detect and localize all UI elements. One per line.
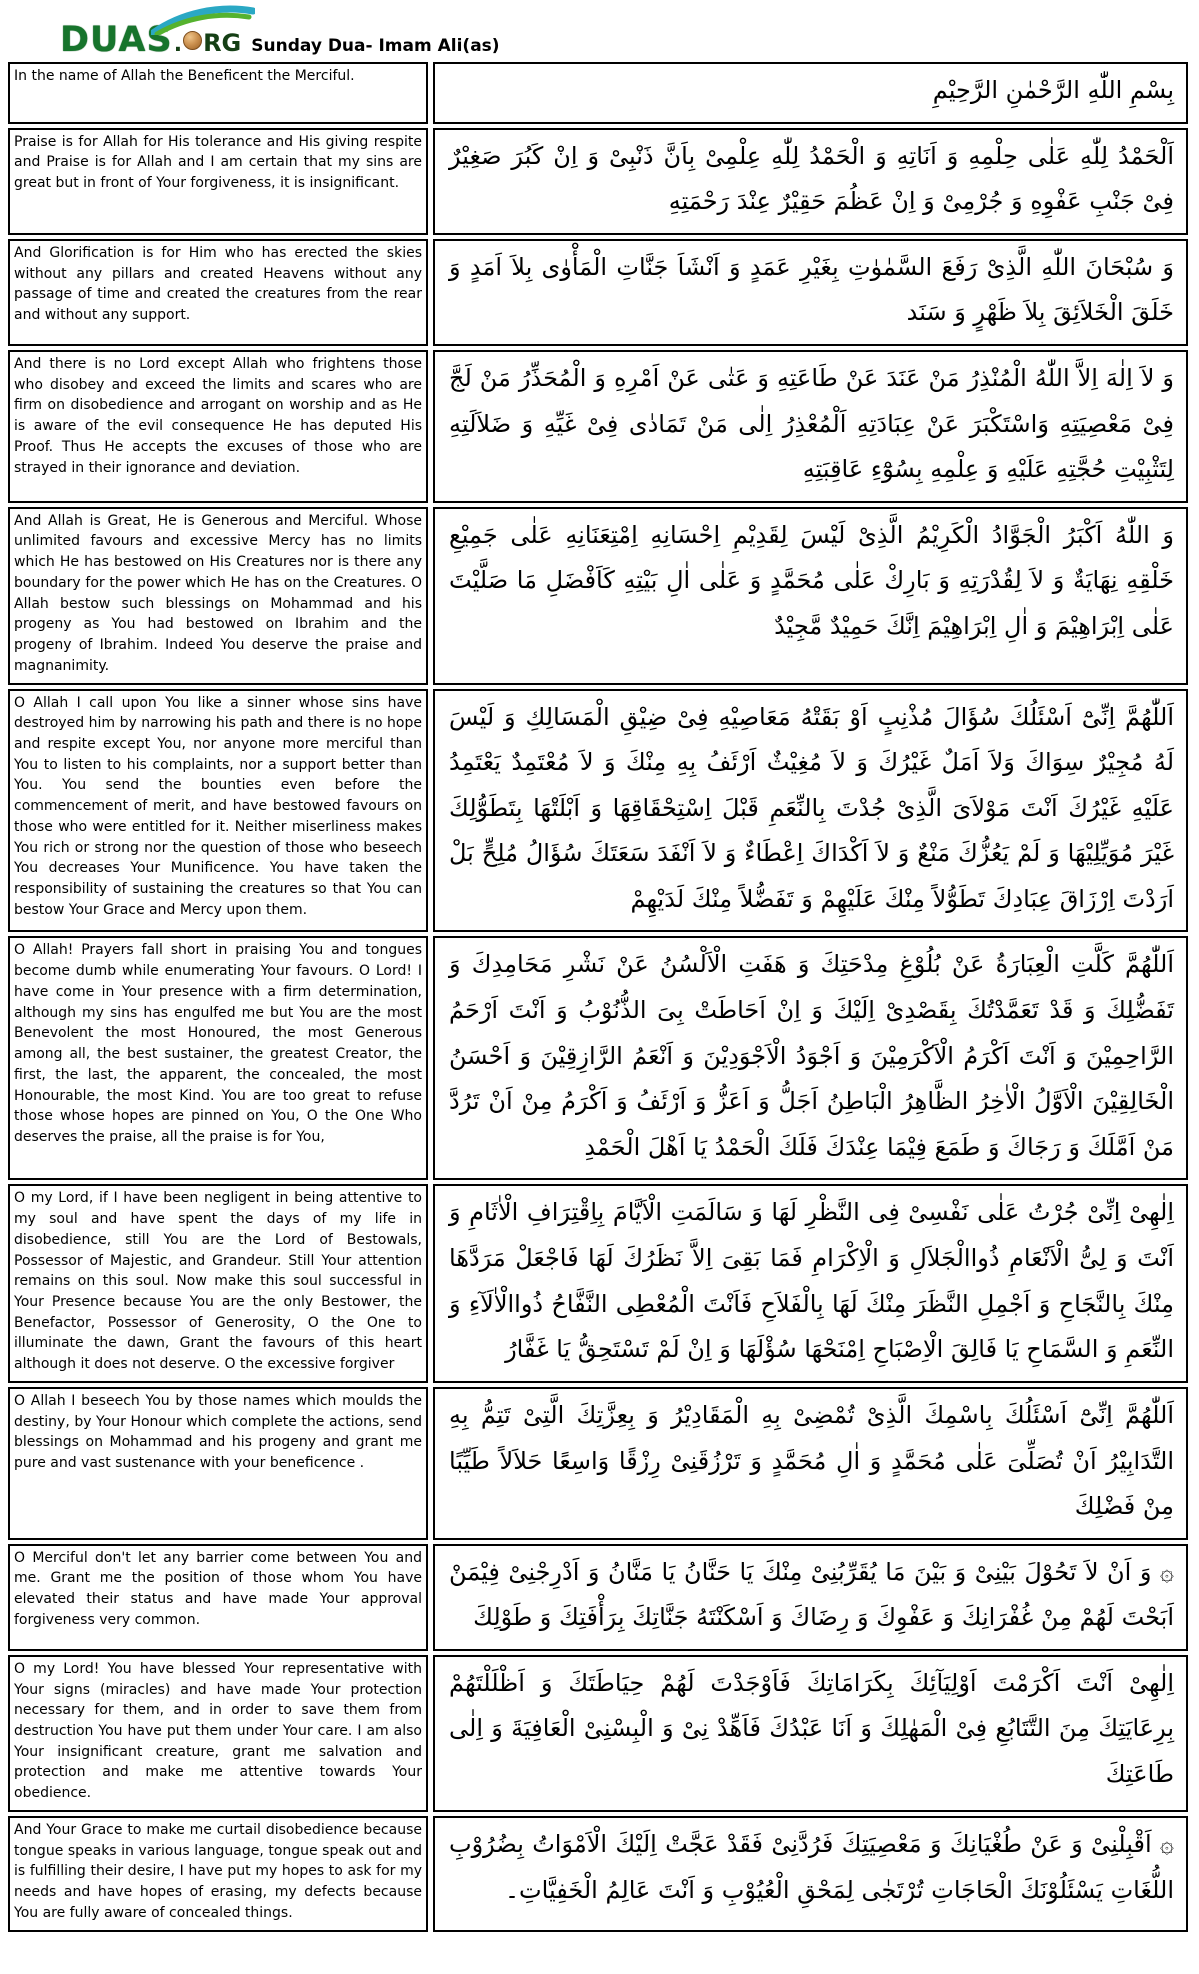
english-text-cell: And Allah is Great, He is Generous and Merciful. Whose unlimited favours and excessive Mercy has no limits which He has bestowed on His Creatures nor is there any boundary for the power which He has on the Creatures. O Allah bestow such blessings on Mohammad and his progeny as You had bestowed on Ibrahim and the progeny of Ibrahim. Indeed You deserve the praise and magnanimity. <box>8 507 428 685</box>
logo-text-rg: RG <box>203 29 242 57</box>
dua-row <box>8 507 1188 685</box>
dua-row <box>8 689 1188 933</box>
dua-row <box>8 1816 1188 1932</box>
english-text-cell: O Allah I call upon You like a sinner whose sins have destroyed him by narrowing his path and there is no hope and respite except You, nor anyone more merciful than You to listen to his complaints, nor a support better than You. You send the bounties even before the commencement of merit, and have bestowed favours on those who were entitled for it. Neither miserliness makes You rich or strong nor the question of those who beseech You decreases Your Munificence. You have taken the responsibility of sustaining the creatures so that You can bestow Your Grace and Mercy upon them. <box>8 689 428 933</box>
page-header <box>0 0 1199 58</box>
arabic-text-cell: ۞ وَ اَنْ لاَ تَحُوْلَ بَيْنِىْ وَ بَيْنَ مَا يُقَرِّبُنِىْ مِنْكَ يَا حَنَّانُ يَا مَنَّانُ وَ اَدْرِجْنِىْ فِيْمَنْ اَبَحْتَ لَهُمْ مِنْ غُفْرَانِكَ وَ عَفْوِكَ وَ رِضَاكَ وَ اَسْكَنْتَهُ جَنَّاتِكَ بِرَأْفَتِكَ وَ طَوْلِكَ <box>433 1544 1188 1651</box>
dua-row <box>8 1387 1188 1540</box>
english-text-cell: In the name of Allah the Beneficent the Merciful. <box>8 62 428 124</box>
dua-row <box>8 1184 1188 1382</box>
arabic-text-cell: اَللّٰهُمَّ كَلَّتِ الْعِبَارَةُ عَنْ بُلُوْغِ مِدْحَتِكَ وَ هَفَتِ الْاَلْسُنُ عَنْ نَشْرِ مَحَامِدِكَ وَ تَفَضُّلِكَ وَ قَدْ تَعَمَّدْتُكَ بِقَصْدِىْ اِلَيْكَ وَ اِنْ اَحَاطَتْ بِىَ الذُّنُوْبُ وَ اَنْتَ اَرْحَمُ الرَّاحِمِيْنَ وَ اَنْتَ اَكْرَمُ الْاَكْرَمِيْنَ وَ اَجْوَدُ الْاَجْوَدِيْنَ وَ اَنْعَمُ الرَّازِقِيْنَ وَ اَحْسَنُ الْخَالِقِيْنَ الْاَوَّلُ الْاٰخِرُ الظَّاهِرُ الْبَاطِنُ اَجَلُّ وَ اَعَزُّ وَ اَرْئَفُ وَ اَكْرَمُ مِنْ اَنْ تَرُدَّ مَنْ اَمَّلَكَ وَ رَجَاكَ وَ طَمَعَ فِيْمَا عِنْدَكَ فَلَكَ الْحَمْدُ يَا اَهْلَ الْحَمْدِ <box>433 936 1188 1180</box>
dua-row <box>8 128 1188 235</box>
english-text-cell: And Glorification is for Him who has erected the skies without any pillars and created Heavens without any passage of time and created the creatures from the rear and without any support. <box>8 239 428 346</box>
english-text-cell: O my Lord, if I have been negligent in being attentive to my soul and have spent the days of my life in disobedience, still You are the Lord of Bestowals, Possessor of Majestic, and Grandeur. Still Your attention remains on this soul. Now make this soul successful in Your Presence because You are the only Bestower, the Benefactor, Possessor of Generosity, O the One to illuminate the dawn, Grant the favours of this heart although it does not deserve. O the excessive forgiver <box>8 1184 428 1382</box>
dua-table <box>3 58 1193 1936</box>
dua-row <box>8 936 1188 1180</box>
dua-row <box>8 1655 1188 1812</box>
logo-text-duas: DUAS <box>60 20 173 60</box>
english-text-cell: And Your Grace to make me curtail disobedience because tongue speaks in various language, tongue speak out and is fulfilling their desire, I have put my hopes to ask for my needs and have hopes of erasing, my defects because You are fully aware of concealed things. <box>8 1816 428 1932</box>
arabic-text-cell: اَللّٰهُمَّ اِنِّىْٓ اَسْئَلُكَ سُؤَالَ مُذْنِبٍ اَوْ بَقَتْهُ مَعَاصِيْهِ فِىْ ضِيْقِ الْمَسَالِكِ وَ لَيْسَ لَهُ مُجِيْرٌ سِوَاكَ وَلاَ اَمَلٌ غَيْرُكَ وَ لاَ مُغِيْثٌ اَرْئَفُ بِهِ مِنْكَ وَ لاَ مُعْتَمِدٌ يَعْتَمِدُ عَلَيْهِ غَيْرُكَ اَنْتَ مَوْلاَىَ الَّذِىْ جُدْتَ بِالنِّعَمِ قَبْلَ اِسْتِحْقَاقِهَا وَ اَبْلَتْهَا بِتَطَوُّلِكَ غَيْرَ مُوَيِّلِيْهَا وَ لَمْ يَعُزُّكَ مَنْعٌ وَ لاَ اَكْدَاكَ اِعْطَاءٌ وَ لاَ اَنْفَدَ سَعَتَكَ سُؤَالُ مُلِحٍّ بَلْ اَرَدْتَ اِرْزَاقَ عِبَادِكَ تَطَوُّلاً مِنْكَ عَلَيْهِمْ وَ تَفَضُّلاً مِنْكَ لَدَيْهِمْ <box>433 689 1188 933</box>
logo-dot: . <box>173 32 183 57</box>
arabic-text-cell: وَ سُبْحَانَ اللّٰهِ الَّذِىْ رَفَعَ السَّمٰوٰتِ بِغَيْرِ عَمَدٍ وَ اَنْشَاَ جَنَّاتِ الْمَأْوٰى بِلاَ اَمَدٍ وَ خَلَقَ الْخَلاَئِقَ بِلاَ ظَهْرٍ وَ سَنَد <box>433 239 1188 346</box>
globe-icon <box>183 31 202 50</box>
arabic-text-cell: اِلٰهِىْ اَنْتَ اَكْرَمْتَ اَوْلِيَآئِكَ بِكَرَامَاتِكَ فَاَوْجَدْتَ لَهُمْ حِيَاطَتَكَ وَ اَظْلَلْتَهُمْ بِرِعَايَتِكَ مِنَ التَّتَابُعِ فِىْ الْمَهٰلِكَ وَ اَنَا عَبْدُكَ فَاَهِّدْ نِىْ وَ الْبِسْنِىْ الْعَافِيَةَ وَ اِلٰى طَاعَتِكَ <box>433 1655 1188 1812</box>
english-text-cell: Praise is for Allah for His tolerance and His giving respite and Praise is for Allah and I am certain that my sins are great but in front of Your forgiveness, it is insignificant. <box>8 128 428 235</box>
english-text-cell: And there is no Lord except Allah who frightens those who disobey and exceed the limits and scares who are firm on disobedience and arrogant on worship and as He is aware of the evil consequence He has deputed His Proof. Thus He accepts the excuses of those who are strayed in their ignorance and deviation. <box>8 350 428 503</box>
dua-row <box>8 62 1188 124</box>
dua-row <box>8 350 1188 503</box>
english-text-cell: O Allah I beseech You by those names which moulds the destiny, by Your Honour which complete the actions, send blessings on Mohammad and his progeny and grant me pure and vast sustenance with your beneficence . <box>8 1387 428 1540</box>
arabic-text-cell: اَللّٰهُمَّ اِنِّىْٓ اَسْئَلُكَ بِاسْمِكَ الَّذِىْ تُمْضِىْ بِهِ الْمَقَادِيْرُ وَ بِعِزَّتِكَ الَّتِىْ تَتِمُّ بِهِ التَّدَابِيْرُ اَنْ تُصَلِّىَ عَلٰى مُحَمَّدٍ وَ اٰلِ مُحَمَّدٍ وَ تَرْزُقَنِىْ رِزْقًا وَاسِعًا حَلاَلاً طَيِّبًا مِنْ فَضْلِكَ <box>433 1387 1188 1540</box>
dua-table-body <box>8 62 1188 1932</box>
arabic-text-cell: اَلْحَمْدُ لِلّٰهِ عَلٰى حِلْمِهِ وَ اَنَاتِهِ وَ الْحَمْدُ لِلّٰهِ عِلْمِىْ بِاَنَّ ذَنْبِىْ وَ اِنْ كَبُرَ صَغِيْرٌ فِىْ جَنْبِ عَفْوِهِ وَ جُرْمِىْ وَ اِنْ عَظُمَ حَقِيْرٌ عِنْدَ رَحْمَتِهِ <box>433 128 1188 235</box>
english-text-cell: O my Lord! You have blessed Your representative with Your signs (miracles) and have made Your protection necessary for them, and in order to save them from destruction You have put them under Your care. I am also Your insignificant creature, grant me salvation and protection and make me attentive towards Your obedience. <box>8 1655 428 1812</box>
arabic-text-cell: بِسْمِ اللّٰهِ الرَّحْمٰنِ الرَّحِيْمِ <box>433 62 1188 124</box>
arabic-text-cell: وَ اللّٰهُ اَكْبَرُ الْجَوَّادُ الْكَرِيْمُ الَّذِىْ لَيْسَ لِقَدِيْمِ اِحْسَانِهِ اِمْتِعَنَانِهِ عَلٰى جَمِيْعِ خَلْقِهِ نِهَايَةٌ وَ لاَ لِقُدْرَتِهِ وَ بَارِكْ عَلٰى مُحَمَّدٍ وَ عَلٰى اٰلِ بَيْتِهِ كَاَفْضَلِ مَا صَلَّيْتَ عَلٰى اِبْرَاهِيْمَ وَ اٰلِ اِبْرَاهِيْمَ اِنَّكَ حَمِيْدٌ مَّجِيْدٌ <box>433 507 1188 685</box>
arabic-text-cell: وَ لاَ اِلٰهَ اِلاَّ اللّٰهُ الْمُنْذِرُ مَنْ عَنَدَ عَنْ طَاعَتِهِ وَ عَتٰى عَنْ اَمْرِهِ وَ الْمُحَذِّرُ مَنْ لَجَّ فِىْ مَعْصِيَتِهِ وَاسْتَكْبَرَ عَنْ عِبَادَتِهِ اَلْمُعْذِرُ اِلٰى مَنْ تَمَادٰى فِىْ غَيِّهِ وَ ضَلاَلَتِهِ لِتَثْبِيْتِ حُجَّتِهِ عَلَيْهِ وَ عِلْمِهِ بِسُوْٓءِ عَاقِبَتِهِ <box>433 350 1188 503</box>
dua-row <box>8 239 1188 346</box>
dua-row <box>8 1544 1188 1651</box>
arabic-text-cell: اِلٰهِىْ اِنِّىْ جُرْتُ عَلٰى نَفْسِىْ فِى النَّظْرِ لَهَا وَ سَالَمَتِ الْاَيَّامَ بِاِقْتِرَافِ الْاٰثَامِ وَ اَنْتَ وَ لِىُّ الْاَنْعَامِ ذُواالْجَلاَلِ وَ الْاِكْرَامِ فَمَا بَقِىَ اِلاَّ نَظَرُكَ لَهَا فَاجْعَلْ مَرَدَّهَا مِنْكَ بِالنَّجَاحِ وَ اَجْمِلِ النَّظَرَ مِنْكَ لَهَا بِالْفَلاَحِ فَاَنْتَ الْمُعْطِى النَّفَّاحُ ذُواالْاٰلَآءِ وَ النِّعَمِ وَ السَّمَاحِ يَا فَالِقَ الْاِصْبَاحِ اِمْنَحْهَا سُؤْلَهَا وَ اِنْ لَمْ تَسْتَحِقُّ يَا غَفَّارُ <box>433 1184 1188 1382</box>
english-text-cell: O Allah! Prayers fall short in praising You and tongues become dumb while enumerating Your favours. O Lord! I have come in Your presence with a firm determination, although my sins has engulfed me but You are the most Benevolent the most Honoured, the most Generous among all, the best sustainer, the greatest Creator, the first, the last, the apparent, the concealed, the most Honourable, the most Kind. You are too great to refuse those whose hopes are pinned on You, O the One Who deserves the praise, all the praise is for You, <box>8 936 428 1180</box>
duas-logo <box>60 11 241 58</box>
page-title: Sunday Dua- Imam Ali(as) <box>251 36 500 56</box>
arabic-text-cell: ۞ اَقْبِلْنِىْ وَ عَنْ طُغْيَانِكَ وَ مَعْصِيَتِكَ فَرُدَّنِىْ فَقَدْ عَجَّتْ اِلَيْكَ الْاَمْوَاتُ بِضُرُوْبِ اللُّغَاتِ يَسْئَلُوْنَكَ الْحَاجَاتِ تُرْتَجٰى لِمَحْقِ الْعُيُوْبِ وَ اَنْتَ عَالِمُ الْخَفِيَّاتِ۔ <box>433 1816 1188 1932</box>
english-text-cell: O Merciful don't let any barrier come between You and me. Grant me the position of those whom You have elevated their status and have made Your approval forgiveness very common. <box>8 1544 428 1651</box>
